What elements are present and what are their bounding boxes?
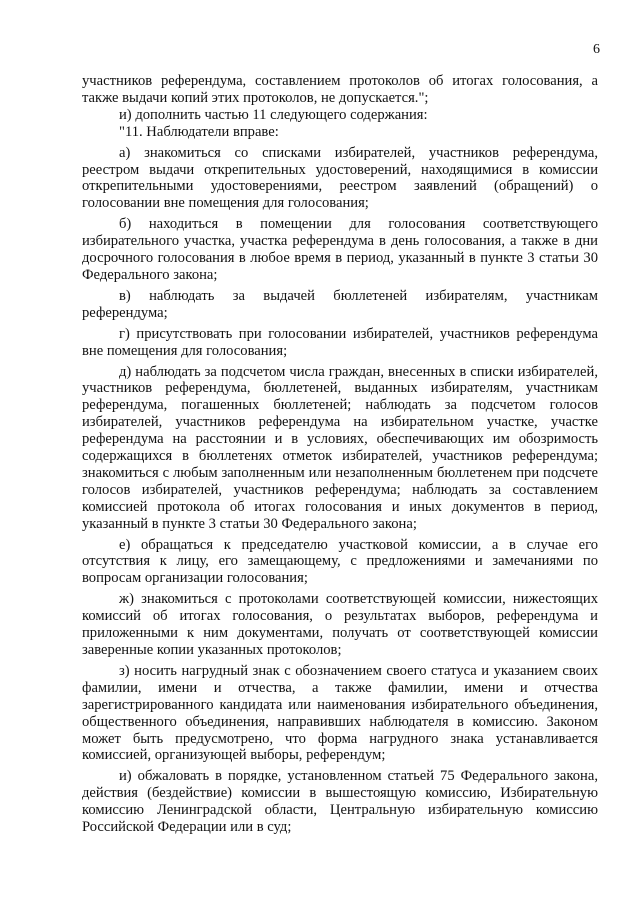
paragraph-item-z: з) носить нагрудный знак с обозначением своего статуса и указанием своих фамилии, имени и отчества, а также фамилии, имени и отчества зарегистрированного кандидата или наименования избирательного объединения, общественного объединения, направивших наблюдателя в комиссию. Законом может быть предусмотрено, что форма нагрудного знака устанавливается комиссией, организующей выборы, референдум; (82, 662, 598, 764)
paragraph-item-zh: ж) знакомиться с протоколами соответствующей комиссии, нижестоящих комиссий об итогах голосования, о результатах выборов, референдума и приложенными к ним документами, получать от соответствующей комиссии заверенные копии указанных протоколов; (82, 591, 598, 658)
document-body (82, 73, 598, 836)
paragraph-item-v: в) наблюдать за выдачей бюллетеней избирателям, участникам референдума; (82, 287, 598, 321)
paragraph-item-g: г) присутствовать при голосовании избирателей, участников референдума вне помещения для голосования; (82, 325, 598, 359)
paragraph-part-11-heading: "11. Наблюдатели вправе: (119, 123, 279, 140)
page-number: 6 (593, 42, 600, 57)
paragraph-amendment-i: и) дополнить частью 11 следующего содержания: (119, 106, 428, 123)
paragraph-item-d: д) наблюдать за подсчетом числа граждан, внесенных в списки избирателей, участников референдума, бюллетеней, выданных избирателям, участникам референдума, погашенных бюллетеней; наблюдать за подсчетом голосов избирателей, участников референдума на избирательном участке, участке референдума на расстоянии и в условиях, обеспечивающих им обозримость содержащихся в бюллетенях отметок избирателей, участников референдума; знакомиться с любым заполненным или незаполненным бюллетенем при подсчете голосов избирателей, участников референдума; наблюдать за составлением комиссией протокола об итогах голосования и иных документов в период, указанный в пункте 3 статьи 30 Федерального закона; (82, 363, 598, 532)
paragraph-item-a: а) знакомиться со списками избирателей, участников референдума, реестром выдачи открепительных удостоверений, находящимися в комиссии открепительными удостоверениями, реестром заявлений (обращений) о голосовании вне помещения для голосования; (82, 144, 598, 212)
paragraph-item-b: б) находиться в помещении для голосования соответствующего избирательного участка, участка референдума в день голосования, а также в дни досрочного голосования в любое время в период, указанный в пункте 3 статьи 30 Федерального закона; (82, 216, 598, 283)
paragraph-item-i: и) обжаловать в порядке, установленном статьей 75 Федерального закона, действия (бездействие) комиссии в вышестоящую комиссию, Избирательную комиссию Ленинградской области, Центральную избирательную комиссию Российской Федерации или в суд; (82, 768, 598, 836)
paragraph-continuation: участников референдума, составлением протоколов об итогах голосования, а также выдачи копий этих протоколов, не допускается."; (82, 73, 598, 106)
paragraph-item-e: е) обращаться к председателю участковой комиссии, а в случае его отсутствия к лицу, его замещающему, с предложениями и замечаниями по вопросам организации голосования; (82, 536, 598, 587)
